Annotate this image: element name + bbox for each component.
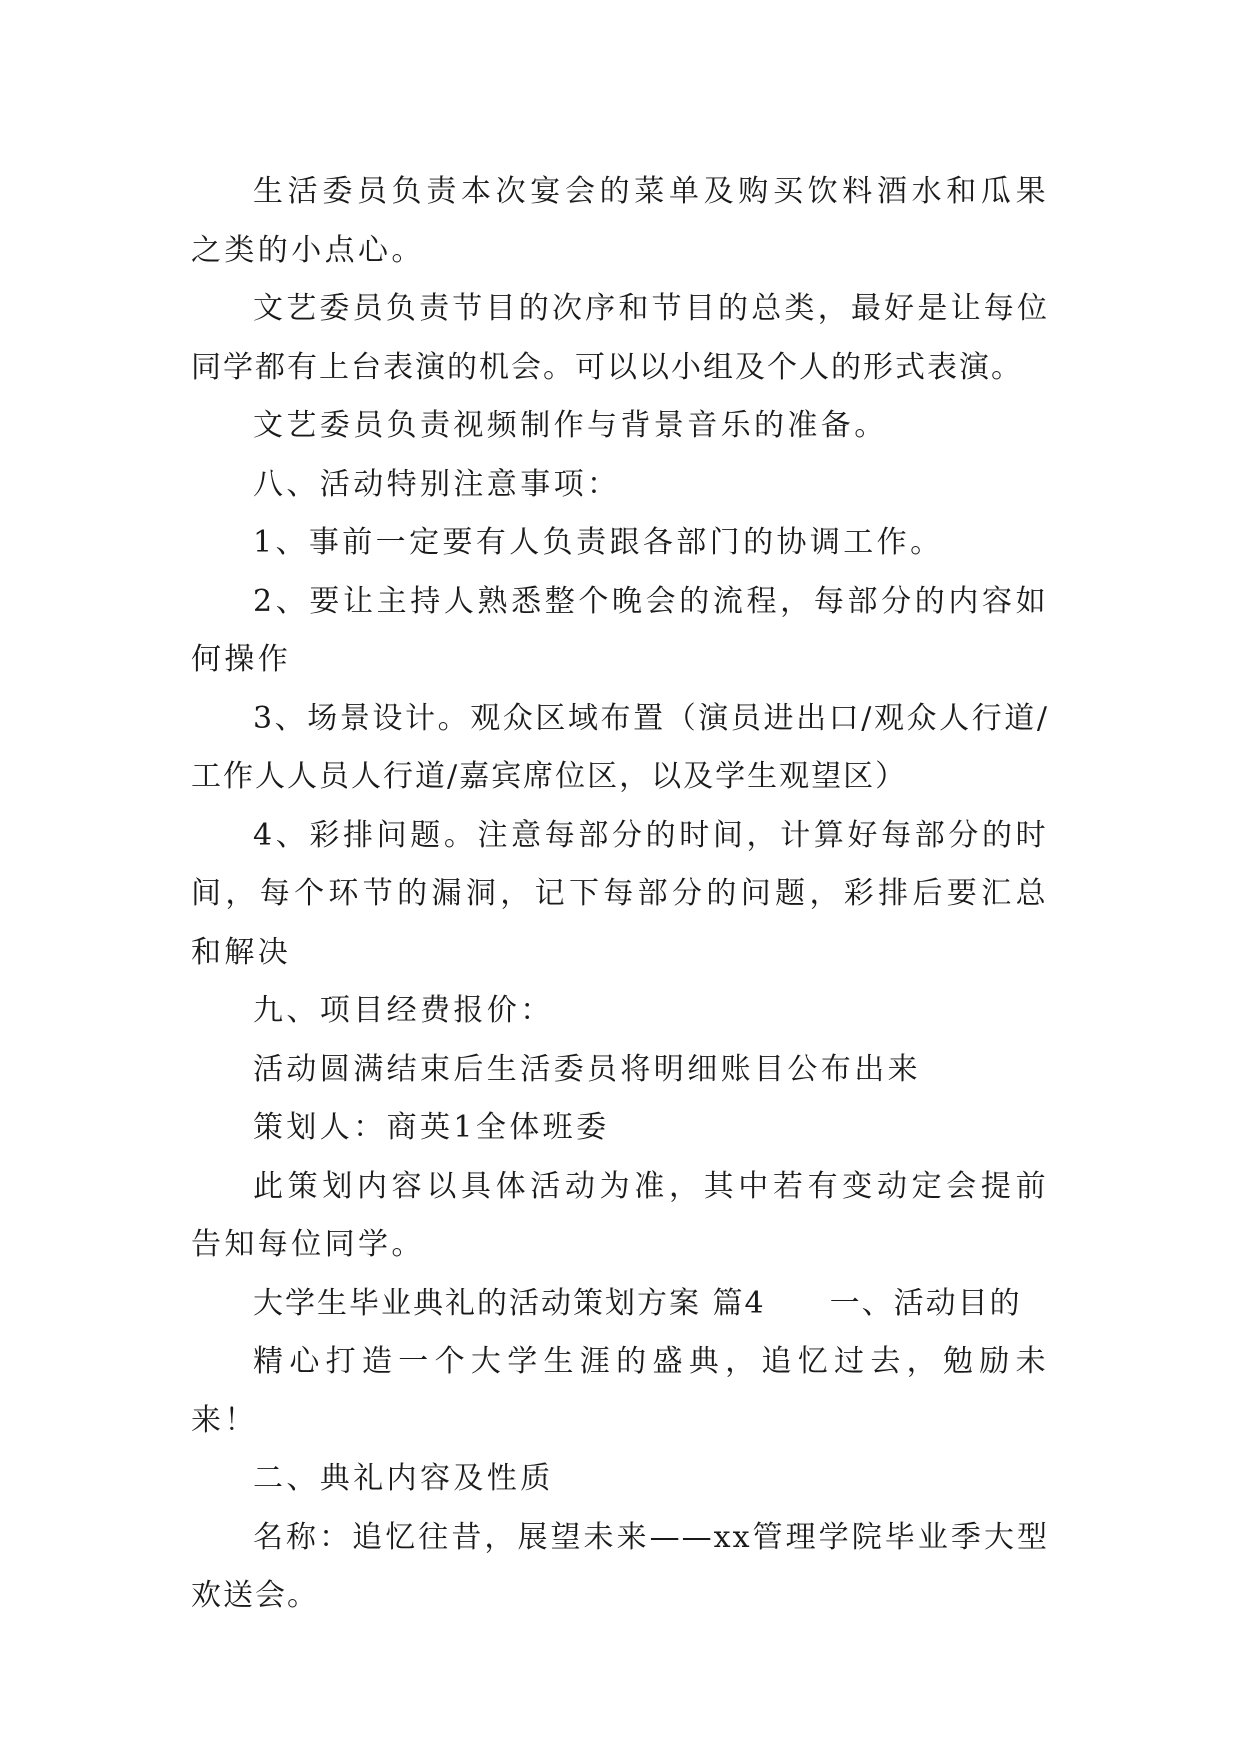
section-heading-budget: 九、项目经费报价： [253, 993, 554, 1028]
document-page [191, 163, 1049, 1626]
paragraph-video-music: 文艺委员负责视频制作与背景音乐的准备。 [253, 408, 888, 443]
list-item-coordination: 1、事前一定要有人负责跟各部门的协调工作。 [253, 525, 944, 560]
list-item-scene-design: 3、场景设计。观众区域布置（演员进出口/观众人行道/工作人人员人行道/嘉宾席位区，以及学生观望区） [191, 700, 1049, 794]
paragraph-purpose: 精心打造一个大学生涯的盛典，追忆过去，勉励未来！ [191, 1344, 1049, 1438]
section-heading-content: 二、典礼内容及性质 [253, 1461, 554, 1496]
paragraph-accounts: 活动圆满结束后生活委员将明细账目公布出来 [253, 1051, 921, 1087]
paragraph-food-duty: 生活委员负责本次宴会的菜单及购买饮料酒水和瓜果之类的小点心。 [191, 174, 1049, 268]
section-heading-notes: 八、活动特别注意事项： [253, 466, 621, 502]
paragraph-program-order: 文艺委员负责节目的次序和节目的总类，最好是让每位同学都有上台表演的机会。可以以小组及个人的形式表演。 [191, 291, 1049, 385]
article-title-part4: 大学生毕业典礼的活动策划方案 篇4 一、活动目的 [253, 1285, 1022, 1321]
paragraph-event-name: 名称：追忆往昔，展望未来——xx管理学院毕业季大型欢送会。 [191, 1519, 1049, 1613]
list-item-host-flow: 2、要让主持人熟悉整个晚会的流程，每部分的内容如何操作 [191, 583, 1049, 677]
list-item-rehearsal: 4、彩排问题。注意每部分的时间，计算好每部分的时间，每个环节的漏洞，记下每部分的问题，彩排后要汇总和解决 [191, 817, 1049, 970]
paragraph-disclaimer: 此策划内容以具体活动为准，其中若有变动定会提前告知每位同学。 [191, 1168, 1049, 1262]
paragraph-planner: 策划人：商英1全体班委 [253, 1110, 610, 1145]
